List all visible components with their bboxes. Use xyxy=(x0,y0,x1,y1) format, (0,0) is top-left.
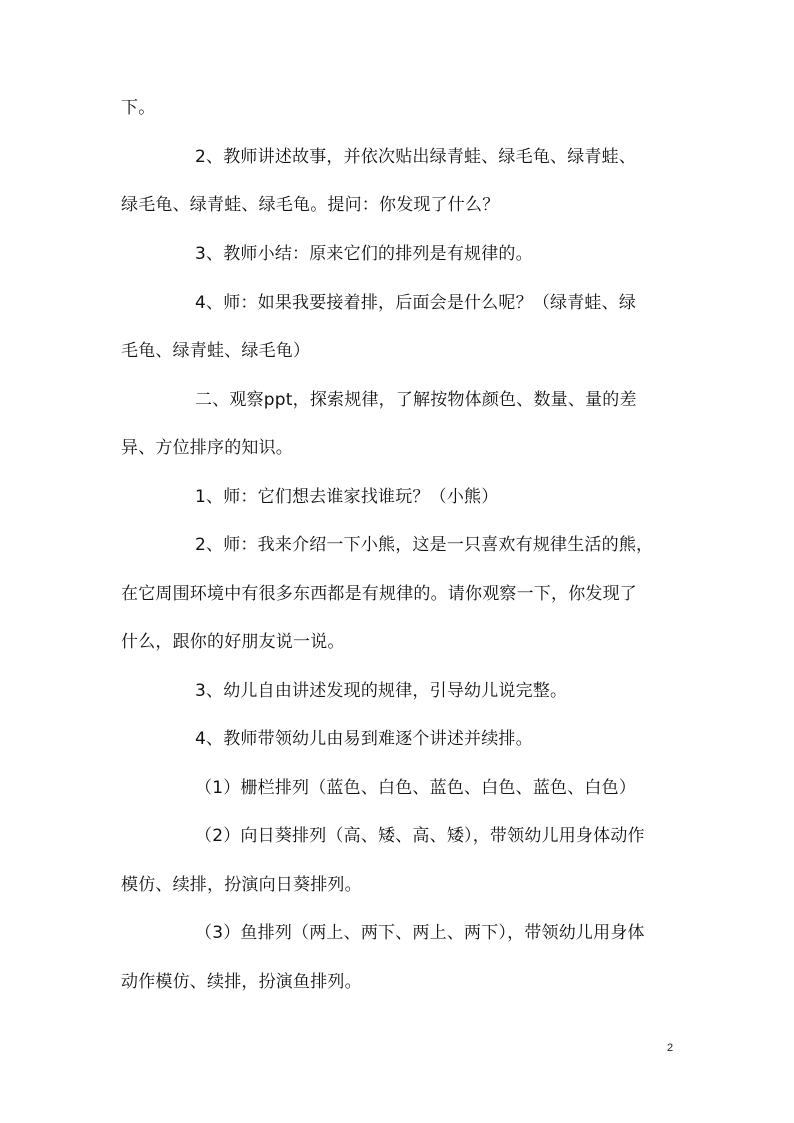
text-line: 2、教师讲述故事，并依次贴出绿青蛙、绿毛龟、绿青蛙、 xyxy=(195,147,637,167)
text-line: 异、方位排序的知识。 xyxy=(121,438,293,458)
text-line: 毛龟、绿青蛙、绿毛龟） xyxy=(121,341,311,361)
text-line: 下。 xyxy=(121,98,156,118)
text-line: 二、观察ppt，探索规律，了解按物体颜色、数量、量的差 xyxy=(195,390,637,410)
text-line: 绿毛龟、绿青蛙、绿毛龟。提问：你发现了什么？ xyxy=(121,195,500,215)
text-line: 3、教师小结：原来它们的排列是有规律的。 xyxy=(195,244,533,264)
text-line: 4、教师带领幼儿由易到难逐个讲述并续排。 xyxy=(195,729,533,749)
text-line: 2、师：我来介绍一下小熊，这是一只喜欢有规律生活的熊， xyxy=(195,535,654,555)
text-line: （2）向日葵排列（高、矮、高、矮），带领幼儿用身体动作 xyxy=(195,826,645,846)
text-line: 什么，跟你的好朋友说一说。 xyxy=(121,632,345,652)
text-line: 4、师：如果我要接着排，后面会是什么呢？（绿青蛙、绿 xyxy=(195,293,637,313)
text-line: 在它周围环境中有很多东西都是有规律的。请你观察一下，你发现了 xyxy=(121,584,637,604)
text-line: 动作模仿、续排，扮演鱼排列。 xyxy=(121,972,362,992)
text-line: 模仿、续排，扮演向日葵排列。 xyxy=(121,875,362,895)
text-line: 1、师：它们想去谁家找谁玩？（小熊） xyxy=(195,487,499,507)
text-line: 3、幼儿自由讲述发现的规律，引导幼儿说完整。 xyxy=(195,681,568,701)
text-line: （1）栅栏排列（蓝色、白色、蓝色、白色、蓝色、白色） xyxy=(195,778,637,798)
text-line: （3）鱼排列（两上、两下、两上、两下），带领幼儿用身体 xyxy=(195,923,645,943)
page-number: 2 xyxy=(667,1042,674,1054)
